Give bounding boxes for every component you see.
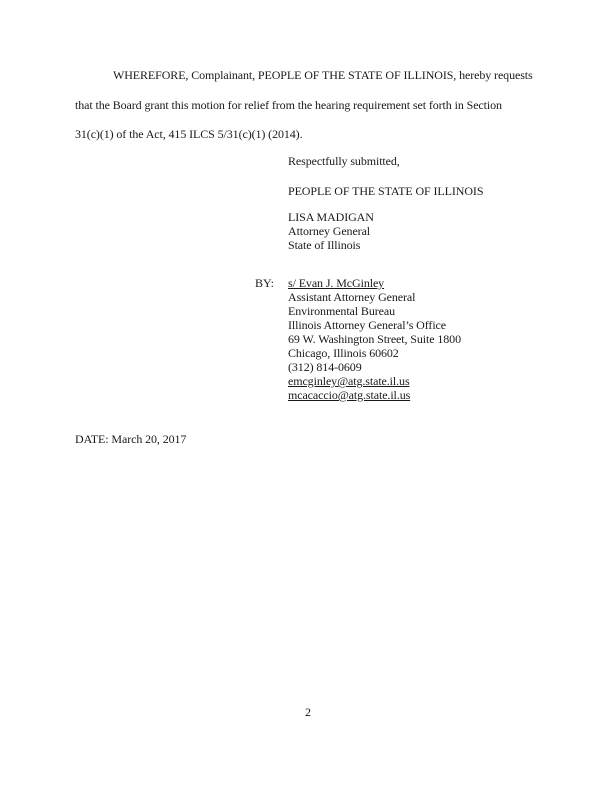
wherefore-line-2: that the Board grant this motion for relief from the hearing requirement set forth in Section [75, 98, 502, 112]
signature-block [288, 154, 483, 252]
attorney-general-name: LISA MADIGAN [288, 210, 374, 224]
wherefore-line-3: 31(c)(1) of the Act, 415 ILCS 5/31(c)(1) (2014). [75, 127, 303, 141]
signer-email-1[interactable]: emcginley@atg.state.il.us [288, 374, 410, 388]
by-label: BY: [255, 276, 274, 290]
date-line: DATE: March 20, 2017 [75, 432, 187, 446]
attorney-general-state: State of Illinois [288, 238, 361, 252]
party-name: PEOPLE OF THE STATE OF ILLINOIS [288, 184, 484, 198]
signer-title: Assistant Attorney General [288, 290, 416, 304]
signer-details [288, 276, 461, 402]
signer-office: Illinois Attorney General’s Office [288, 318, 447, 332]
signer-street: 69 W. Washington Street, Suite 1800 [288, 332, 461, 346]
wherefore-line-1: WHEREFORE, Complainant, PEOPLE OF THE STATE OF ILLINOIS, hereby requests [113, 68, 533, 82]
signer-city: Chicago, Illinois 60602 [288, 346, 399, 360]
signer-signature: s/ Evan J. McGinley [288, 276, 385, 290]
signer-bureau: Environmental Bureau [288, 304, 395, 318]
page-number: 2 [305, 705, 311, 719]
signer-email-2[interactable]: mcacaccio@atg.state.il.us [288, 388, 411, 402]
by-block [255, 276, 461, 402]
closing-text: Respectfully submitted, [288, 154, 400, 168]
signer-phone: (312) 814-0609 [288, 360, 362, 374]
attorney-general-title: Attorney General [288, 224, 371, 238]
